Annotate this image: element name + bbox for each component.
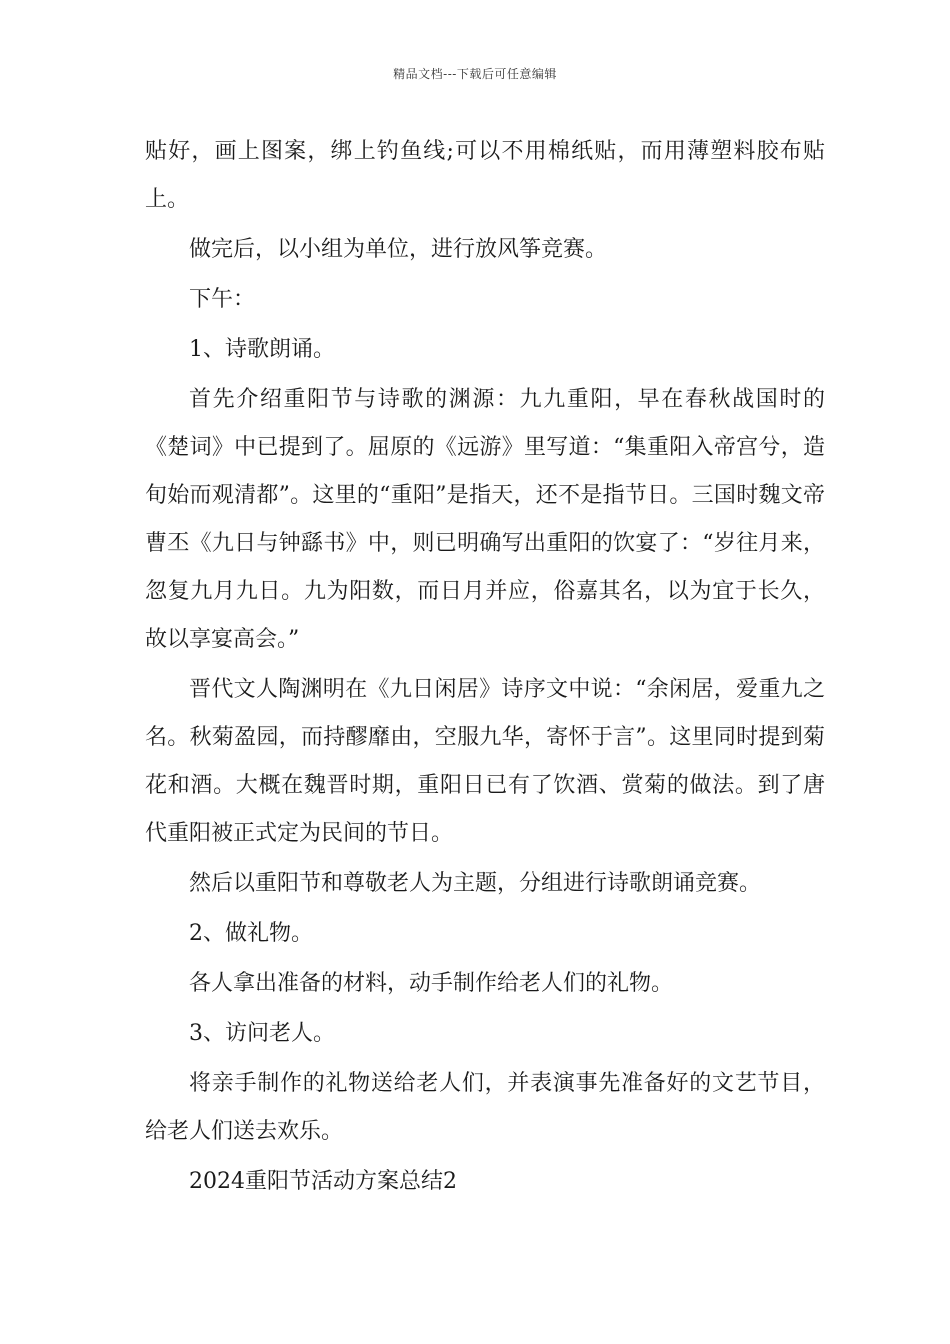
paragraph: 做完后，以小组为单位，进行放风筝竞赛。: [189, 237, 608, 262]
page-header: 精品文档---下载后可任意编辑: [393, 67, 557, 81]
paragraph: 晋代文人陶渊明在《九日闲居》诗序文中说：“余闲居，爱重九之名。秋菊盈园，而持醪靡由，空服九华，寄怀于言”。这里同时提到菊花和酒。大概在魏晋时期，重阳日已有了饮酒、赏菊的做法。到了唐代重阳被正式定为民间的节日。: [145, 677, 825, 846]
section-title: 2024重阳节活动方案总结2: [189, 1169, 457, 1194]
section-label-afternoon: 下午：: [189, 287, 256, 312]
paragraph: 首先介绍重阳节与诗歌的渊源：九九重阳，早在春秋战国时的《楚词》中已提到了。屈原的《远游》里写道：“集重阳入帝宫兮，造旬始而观清都”。这里的“重阳”是指天，还不是指节日。三国时魏文帝曹丕《九日与钟繇书》中，则已明确写出重阳的饮宴了：“岁往月来，忽复九月九日。九为阳数，而日月并应，俗嘉其名，以为宜于长久，故以享宴高会。”: [145, 387, 825, 652]
list-item-poetry: 1、诗歌朗诵。: [189, 337, 335, 362]
paragraph-continuation: 贴好，画上图案，绑上钓鱼线;可以不用棉纸贴，而用薄塑料胶布贴上。: [145, 139, 825, 212]
list-item-visit: 3、访问老人。: [189, 1021, 335, 1046]
document-body: [145, 128, 825, 1208]
paragraph: 将亲手制作的礼物送给老人们，并表演事先准备好的文艺节目，给老人们送去欢乐。: [145, 1071, 825, 1144]
paragraph: 各人拿出准备的材料，动手制作给老人们的礼物。: [189, 971, 674, 996]
list-item-gifts: 2、做礼物。: [189, 921, 313, 946]
paragraph: 然后以重阳节和尊敬老人为主题，分组进行诗歌朗诵竞赛。: [189, 871, 762, 896]
